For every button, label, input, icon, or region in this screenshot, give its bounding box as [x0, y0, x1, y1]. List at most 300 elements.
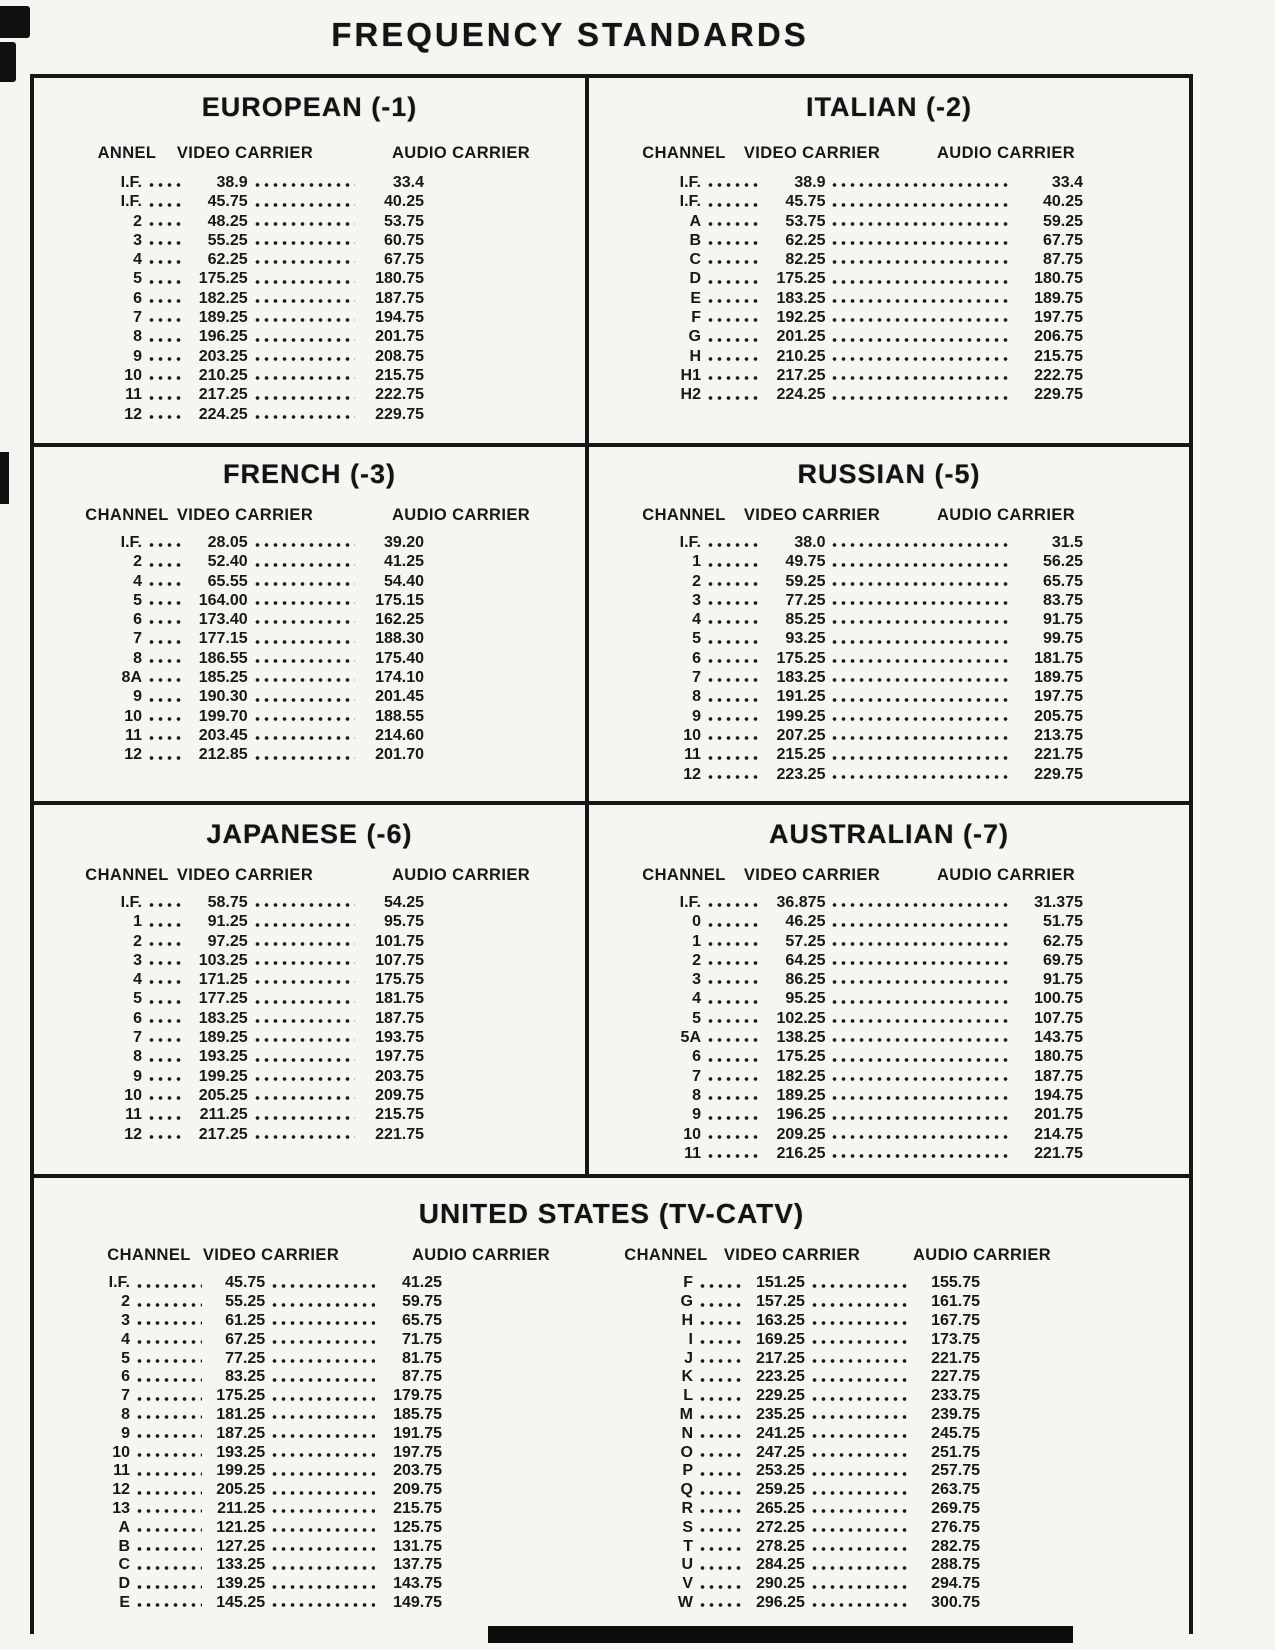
video-carrier-cell: 175.25 — [216, 1387, 266, 1405]
table-row — [647, 667, 1083, 686]
channel-cell: C — [118, 1556, 130, 1574]
dot-leader — [135, 1565, 202, 1571]
table-row — [647, 950, 1083, 969]
channel-cell: 6 — [692, 1048, 701, 1066]
dot-leader — [253, 600, 355, 606]
dot-leader — [147, 1037, 185, 1043]
dot-leader — [253, 716, 355, 722]
audio-carrier-cell: 263.75 — [931, 1481, 980, 1499]
audio-carrier-cell: 188.55 — [375, 707, 424, 725]
channel-cell: H — [681, 1312, 693, 1330]
dot-leader — [706, 259, 758, 265]
table-row — [647, 931, 1083, 950]
audio-carrier-cell: 203.75 — [393, 1462, 442, 1480]
dot-leader — [810, 1527, 911, 1533]
table-row — [84, 1311, 442, 1330]
video-carrier-cell: 205.25 — [198, 1086, 248, 1104]
dot-leader — [270, 1377, 375, 1383]
dot-leader — [147, 922, 185, 928]
dot-leader — [706, 658, 758, 664]
channel-header: CHANNEL — [85, 506, 169, 524]
dot-leader — [830, 317, 1010, 323]
video-carrier-cell: 36.875 — [776, 893, 826, 911]
channel-cell: 1 — [692, 932, 701, 950]
panel-european — [34, 78, 589, 443]
audio-carrier-cell: 69.75 — [1042, 951, 1083, 969]
section-title: ITALIAN (-2) — [806, 92, 972, 122]
us-table-right — [589, 1246, 1189, 1611]
dot-leader — [706, 1076, 758, 1082]
dot-leader — [698, 1302, 742, 1308]
channel-cell: 4 — [121, 1330, 130, 1348]
table-row — [647, 1046, 1083, 1065]
table-row — [647, 288, 1083, 307]
dot-leader — [270, 1508, 375, 1514]
video-carrier-header: VIDEO CARRIER — [743, 866, 881, 884]
channel-cell: 10 — [683, 726, 701, 744]
audio-carrier-cell: 174.10 — [375, 669, 424, 687]
dot-leader — [253, 677, 355, 683]
channel-cell: A — [689, 212, 701, 230]
video-carrier-cell: 217.25 — [198, 1125, 248, 1143]
dot-leader — [135, 1471, 202, 1477]
audio-carrier-cell: 40.25 — [383, 193, 424, 211]
table-row — [647, 384, 1083, 403]
video-carrier-header: VIDEO CARRIER — [176, 866, 314, 884]
dot-leader — [253, 240, 355, 246]
dot-leader — [253, 279, 355, 285]
panel-japanese — [34, 805, 589, 1174]
audio-carrier-cell: 187.75 — [1034, 1067, 1083, 1085]
channel-cell: 5 — [692, 1009, 701, 1027]
dot-leader — [830, 202, 1010, 208]
channel-cell: 4 — [133, 251, 142, 269]
table-row — [96, 249, 424, 268]
video-carrier-cell: 284.25 — [756, 1556, 805, 1574]
dot-leader — [830, 941, 1010, 947]
channel-cell: 1 — [133, 913, 142, 931]
dot-leader — [830, 1018, 1010, 1024]
video-carrier-cell: 203.45 — [198, 726, 248, 744]
audio-carrier-cell: 59.25 — [1042, 212, 1083, 230]
dot-leader — [698, 1377, 742, 1383]
dot-leader — [270, 1471, 375, 1477]
channel-cell: 10 — [112, 1443, 130, 1461]
table-rows — [647, 892, 1083, 1162]
dot-leader — [135, 1320, 202, 1326]
table-rows — [96, 532, 424, 764]
column-headers — [34, 506, 585, 525]
dot-leader — [135, 1602, 202, 1608]
dot-leader — [147, 259, 185, 265]
video-carrier-cell: 151.25 — [756, 1274, 805, 1292]
video-carrier-cell: 207.25 — [776, 726, 826, 744]
audio-carrier-cell: 205.75 — [1034, 707, 1083, 725]
table-row — [647, 1085, 1083, 1104]
dot-leader — [147, 619, 185, 625]
dot-leader — [253, 697, 355, 703]
table-row — [84, 1517, 442, 1536]
dot-leader — [706, 542, 758, 548]
dot-leader — [830, 240, 1010, 246]
dot-leader — [253, 1037, 355, 1043]
channel-cell: I.F. — [679, 533, 701, 551]
video-carrier-cell: 211.25 — [199, 1106, 248, 1124]
panel-australian — [589, 805, 1189, 1174]
channel-cell: I — [688, 1330, 693, 1348]
audio-carrier-cell: 60.75 — [383, 231, 424, 249]
dot-leader — [253, 1115, 355, 1121]
column-headers — [589, 866, 1189, 885]
audio-carrier-cell: 143.75 — [393, 1575, 442, 1593]
table-row — [647, 532, 1083, 551]
audio-carrier-cell: 131.75 — [393, 1537, 442, 1555]
dot-leader — [253, 221, 355, 227]
table-row — [84, 1593, 442, 1612]
table-row — [637, 1442, 980, 1461]
dot-leader — [706, 600, 758, 606]
table-row — [647, 648, 1083, 667]
video-carrier-cell: 187.25 — [216, 1424, 266, 1442]
table-row — [84, 1461, 442, 1480]
dot-leader — [270, 1396, 375, 1402]
table-row — [96, 268, 424, 287]
table-row — [96, 288, 424, 307]
video-carrier-cell: 290.25 — [756, 1575, 805, 1593]
audio-carrier-cell: 201.75 — [1034, 1106, 1083, 1124]
video-carrier-cell: 199.25 — [198, 1067, 248, 1085]
dot-leader — [135, 1377, 202, 1383]
channel-cell: 3 — [133, 231, 142, 249]
audio-carrier-cell: 215.75 — [375, 1106, 424, 1124]
video-carrier-cell: 48.25 — [207, 212, 248, 230]
dot-leader — [830, 375, 1010, 381]
video-carrier-cell: 83.25 — [225, 1368, 266, 1386]
dot-leader — [830, 619, 1010, 625]
table-row — [96, 1008, 424, 1027]
audio-carrier-cell: 191.75 — [393, 1424, 442, 1442]
table-row — [96, 1085, 424, 1104]
video-carrier-cell: 217.25 — [776, 366, 826, 384]
audio-carrier-cell: 54.40 — [383, 572, 424, 590]
dot-leader — [147, 755, 185, 761]
dot-leader — [135, 1339, 202, 1345]
table-row — [84, 1555, 442, 1574]
dot-leader — [253, 202, 355, 208]
dot-leader — [698, 1471, 742, 1477]
video-carrier-cell: 53.75 — [785, 212, 826, 230]
audio-carrier-cell: 41.25 — [383, 553, 424, 571]
dot-leader — [706, 182, 758, 188]
dot-leader — [147, 414, 185, 420]
channel-cell: E — [690, 289, 701, 307]
audio-carrier-cell: 179.75 — [393, 1387, 442, 1405]
table-row — [96, 744, 424, 763]
dot-leader — [830, 902, 1010, 908]
bottom-border-bar — [488, 1626, 1073, 1643]
dot-leader — [706, 960, 758, 966]
dot-leader — [253, 259, 355, 265]
audio-carrier-cell: 107.75 — [375, 951, 424, 969]
table-row — [96, 969, 424, 988]
audio-carrier-cell: 269.75 — [931, 1500, 980, 1518]
dot-leader — [147, 600, 185, 606]
dot-leader — [135, 1508, 202, 1514]
dot-leader — [147, 221, 185, 227]
video-carrier-cell: 61.25 — [225, 1312, 266, 1330]
column-headers — [34, 144, 585, 163]
video-carrier-cell: 65.55 — [207, 572, 248, 590]
video-carrier-cell: 62.25 — [785, 231, 826, 249]
dot-leader — [698, 1565, 742, 1571]
dot-leader — [706, 356, 758, 362]
table-row — [637, 1292, 980, 1311]
dot-leader — [147, 581, 185, 587]
video-carrier-cell: 201.25 — [776, 328, 826, 346]
table-row — [84, 1292, 442, 1311]
scan-artifact — [0, 452, 9, 504]
dot-leader — [706, 677, 758, 683]
table-rows — [647, 532, 1083, 783]
channel-cell: 9 — [692, 1106, 701, 1124]
channel-cell: I.F. — [120, 193, 142, 211]
dot-leader — [830, 639, 1010, 645]
audio-carrier-cell: 87.75 — [1042, 251, 1083, 269]
audio-carrier-cell: 215.75 — [375, 366, 424, 384]
table-row — [96, 191, 424, 210]
table-row — [637, 1386, 980, 1405]
audio-carrier-cell: 40.25 — [1042, 193, 1083, 211]
channel-cell: 2 — [133, 553, 142, 571]
video-carrier-cell: 64.25 — [785, 951, 826, 969]
table-row — [637, 1480, 980, 1499]
audio-carrier-cell: 167.75 — [931, 1312, 980, 1330]
channel-header: CHANNEL — [624, 1246, 708, 1264]
dot-leader — [810, 1546, 911, 1552]
section-title: FRENCH (-3) — [223, 459, 396, 489]
table-rows — [84, 1273, 442, 1611]
audio-carrier-cell: 91.75 — [1042, 611, 1083, 629]
dot-leader — [706, 735, 758, 741]
video-carrier-cell: 55.25 — [225, 1293, 266, 1311]
table-row — [647, 1143, 1083, 1162]
channel-cell: 2 — [121, 1293, 130, 1311]
channel-cell: 6 — [692, 649, 701, 667]
channel-cell: 9 — [133, 688, 142, 706]
audio-carrier-cell: 41.25 — [401, 1274, 442, 1292]
audio-carrier-cell: 81.75 — [401, 1349, 442, 1367]
video-carrier-cell: 97.25 — [207, 932, 248, 950]
channel-cell: 9 — [692, 707, 701, 725]
dot-leader — [253, 755, 355, 761]
audio-carrier-cell: 214.60 — [375, 726, 424, 744]
dot-leader — [706, 619, 758, 625]
dot-leader — [698, 1358, 742, 1364]
audio-carrier-cell: 100.75 — [1034, 990, 1083, 1008]
section-title: EUROPEAN (-1) — [201, 92, 418, 122]
dot-leader — [698, 1546, 742, 1552]
video-carrier-cell: 67.25 — [225, 1330, 266, 1348]
channel-cell: 4 — [133, 572, 142, 590]
video-carrier-cell: 175.25 — [198, 270, 248, 288]
audio-carrier-cell: 95.75 — [383, 913, 424, 931]
audio-carrier-cell: 83.75 — [1042, 591, 1083, 609]
channel-cell: C — [689, 251, 701, 269]
audio-carrier-cell: 187.75 — [375, 1009, 424, 1027]
dot-leader — [253, 395, 355, 401]
dot-leader — [830, 1076, 1010, 1082]
audio-carrier-cell: 203.75 — [375, 1067, 424, 1085]
dot-leader — [706, 562, 758, 568]
dot-leader — [270, 1320, 375, 1326]
audio-carrier-cell: 239.75 — [931, 1406, 980, 1424]
document-frame — [30, 74, 1193, 1634]
dot-leader — [147, 1115, 185, 1121]
channel-cell: Q — [680, 1481, 693, 1499]
video-carrier-cell: 139.25 — [216, 1575, 266, 1593]
dot-leader — [147, 317, 185, 323]
video-carrier-cell: 223.25 — [756, 1368, 805, 1386]
dot-leader — [270, 1452, 375, 1458]
column-headers — [589, 144, 1189, 163]
table-row — [637, 1555, 980, 1574]
video-carrier-cell: 241.25 — [756, 1424, 805, 1442]
dot-leader — [706, 902, 758, 908]
table-row — [637, 1405, 980, 1424]
dot-leader — [253, 356, 355, 362]
dot-leader — [830, 600, 1010, 606]
video-carrier-cell: 182.25 — [776, 1067, 826, 1085]
audio-carrier-cell: 51.75 — [1042, 913, 1083, 931]
dot-leader — [698, 1414, 742, 1420]
video-carrier-cell: 103.25 — [198, 951, 248, 969]
table-row — [96, 1046, 424, 1065]
channel-cell: H — [689, 347, 701, 365]
dot-leader — [270, 1546, 375, 1552]
dot-leader — [706, 922, 758, 928]
table-row — [96, 1124, 424, 1143]
channel-cell: 10 — [124, 1086, 142, 1104]
channel-cell: R — [681, 1500, 693, 1518]
video-carrier-cell: 272.25 — [756, 1518, 805, 1536]
channel-cell: S — [682, 1518, 693, 1536]
dot-leader — [147, 716, 185, 722]
channel-cell: 9 — [133, 347, 142, 365]
table-row — [647, 764, 1083, 783]
audio-carrier-cell: 143.75 — [1034, 1029, 1083, 1047]
video-carrier-cell: 199.25 — [216, 1462, 266, 1480]
dot-leader — [270, 1358, 375, 1364]
table-row — [84, 1329, 442, 1348]
dot-leader — [706, 639, 758, 645]
audio-carrier-cell: 173.75 — [931, 1330, 980, 1348]
channel-header: ANNEL — [97, 144, 157, 162]
dot-leader — [810, 1471, 911, 1477]
dot-leader — [253, 1057, 355, 1063]
table-row — [84, 1442, 442, 1461]
video-carrier-cell: 52.40 — [207, 553, 248, 571]
channel-cell: 3 — [121, 1312, 130, 1330]
dot-leader — [830, 562, 1010, 568]
channel-cell: 2 — [133, 932, 142, 950]
channel-cell: 11 — [113, 1462, 130, 1480]
dot-leader — [830, 279, 1010, 285]
dot-leader — [706, 221, 758, 227]
channel-cell: F — [683, 1274, 693, 1292]
channel-cell: B — [689, 231, 701, 249]
dot-leader — [253, 414, 355, 420]
video-carrier-cell: 171.25 — [198, 971, 248, 989]
audio-carrier-cell: 215.75 — [1034, 347, 1083, 365]
video-carrier-cell: 247.25 — [756, 1443, 805, 1461]
dot-leader — [830, 259, 1010, 265]
audio-carrier-cell: 251.75 — [931, 1443, 980, 1461]
audio-carrier-cell: 125.75 — [393, 1518, 442, 1536]
channel-cell: 5A — [680, 1029, 701, 1047]
audio-carrier-cell: 65.75 — [401, 1312, 442, 1330]
video-carrier-cell: 49.75 — [785, 553, 826, 571]
video-carrier-cell: 38.9 — [216, 173, 248, 191]
dot-leader — [830, 182, 1010, 188]
video-carrier-cell: 173.40 — [198, 611, 248, 629]
table-row — [647, 892, 1083, 911]
table-row — [84, 1480, 442, 1499]
table-row — [84, 1574, 442, 1593]
table-row — [637, 1329, 980, 1348]
table-row — [647, 571, 1083, 590]
dot-leader — [270, 1414, 375, 1420]
channel-cell: D — [118, 1575, 130, 1593]
video-carrier-cell: 38.9 — [794, 173, 826, 191]
dot-leader — [253, 639, 355, 645]
video-carrier-cell: 175.25 — [776, 1048, 826, 1066]
dot-leader — [830, 356, 1010, 362]
panel-french — [34, 447, 589, 801]
dot-leader — [706, 337, 758, 343]
audio-carrier-header: AUDIO CARRIER — [411, 1246, 551, 1264]
video-carrier-cell: 253.25 — [756, 1462, 805, 1480]
dot-leader — [147, 999, 185, 1005]
channel-cell: 8 — [692, 688, 701, 706]
table-row — [96, 172, 424, 191]
dot-leader — [706, 755, 758, 761]
dot-leader — [698, 1339, 742, 1345]
dot-leader — [706, 774, 758, 780]
audio-carrier-cell: 180.75 — [1034, 1048, 1083, 1066]
dot-leader — [270, 1584, 375, 1590]
audio-carrier-cell: 215.75 — [393, 1500, 442, 1518]
dot-leader — [706, 1037, 758, 1043]
table-rows — [637, 1273, 980, 1611]
channel-cell: 8 — [133, 649, 142, 667]
video-carrier-cell: 189.25 — [198, 1029, 248, 1047]
section-title: UNITED STATES (TV-CATV) — [418, 1198, 805, 1229]
dot-leader — [135, 1452, 202, 1458]
dot-leader — [830, 922, 1010, 928]
section-title: RUSSIAN (-5) — [797, 459, 981, 489]
channel-cell: 2 — [692, 572, 701, 590]
dot-leader — [253, 1134, 355, 1140]
table-row — [647, 590, 1083, 609]
channel-header: CHANNEL — [642, 866, 726, 884]
dot-leader — [830, 716, 1010, 722]
table-row — [96, 667, 424, 686]
dot-leader — [147, 356, 185, 362]
channel-cell: N — [681, 1424, 693, 1442]
audio-carrier-cell: 221.75 — [375, 1125, 424, 1143]
channel-cell: 6 — [121, 1368, 130, 1386]
dot-leader — [810, 1565, 911, 1571]
